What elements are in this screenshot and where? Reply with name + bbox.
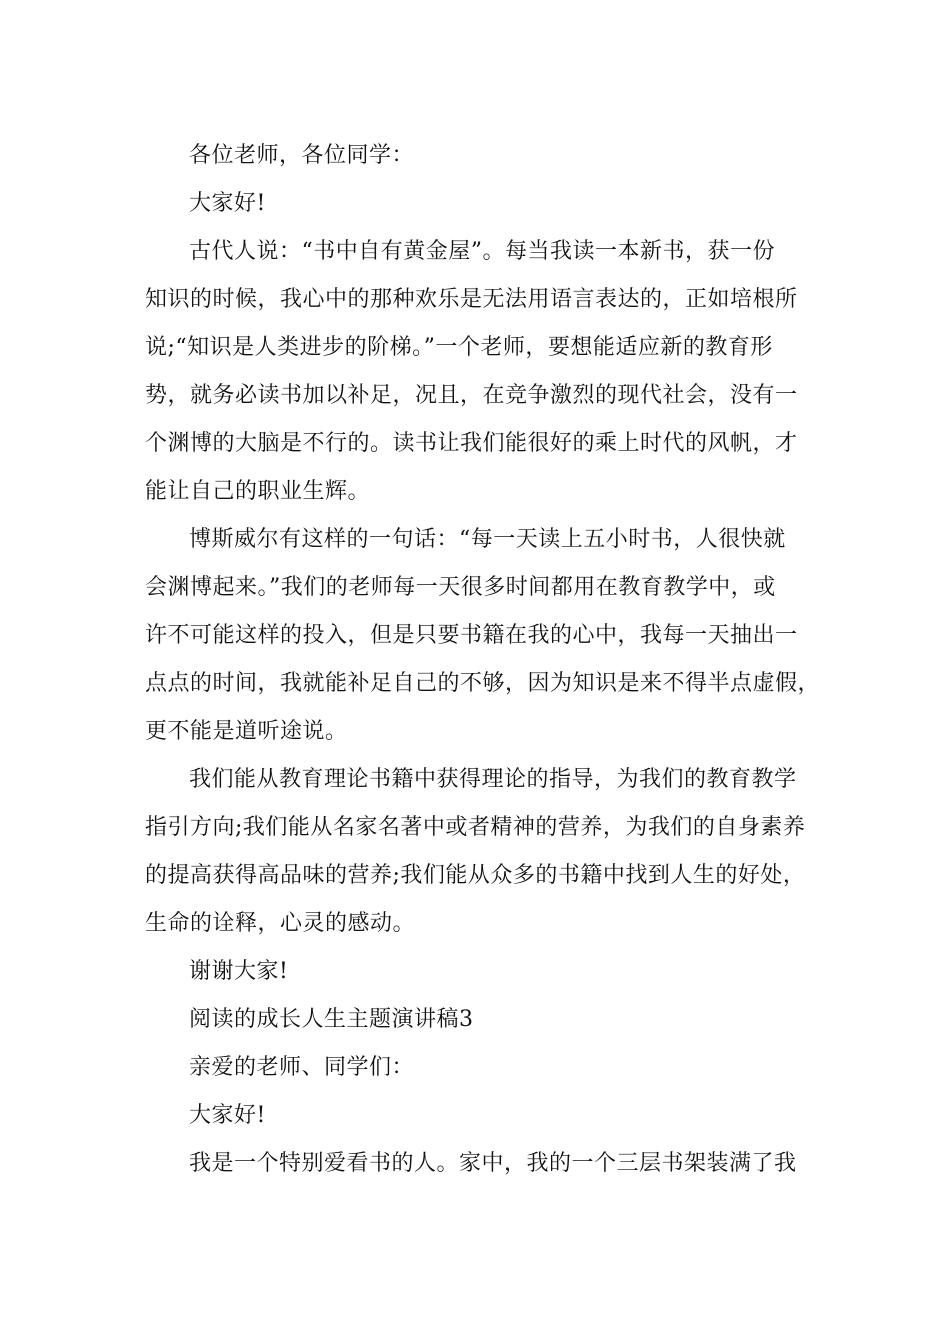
paragraph-line: 会渊博起来。”我们的老师每一天很多时间都用在教育教学中，或: [145, 575, 776, 600]
paragraph-line: 博斯威尔有这样的一句话：“每一天读上五小时书，人很快就: [189, 527, 786, 552]
paragraph-line: 知识的时候，我心中的那种欢乐是无法用语言表达的，正如培根所: [145, 287, 798, 312]
paragraph-line: 能让自己的职业生辉。: [145, 479, 371, 504]
salutation: 亲爱的老师、同学们：: [189, 1055, 415, 1080]
paragraph-line: 的提高获得高品味的营养;我们能从众多的书籍中找到人生的好处，: [145, 863, 806, 888]
salutation: 各位老师，各位同学：: [189, 143, 415, 168]
paragraph-line: 古代人说：“书中自有黄金屋”。每当我读一本新书，获一份: [189, 239, 775, 264]
greeting: 大家好!: [189, 1103, 266, 1128]
paragraph-2: [145, 516, 825, 756]
paragraph-line: 指引方向;我们能从名家名著中或者精神的营养，为我们的自身素养: [145, 815, 806, 840]
paragraph-4: [145, 1140, 825, 1188]
paragraph-line: 许不可能这样的投入，但是只要书籍在我的心中，我每一天抽出一: [145, 623, 798, 648]
paragraph-line: 我是一个特别爱看书的人。家中，我的一个三层书架装满了我: [189, 1151, 797, 1176]
paragraph-line: 更不能是道听途说。: [145, 719, 348, 744]
paragraph-line: 个渊博的大脑是不行的。读书让我们能很好的乘上时代的风帆，才: [145, 431, 798, 456]
paragraph-line: 势，就务必读书加以补足，况且，在竞争激烈的现代社会，没有一: [145, 383, 798, 408]
paragraph-line: 说;“知识是人类进步的阶梯。”一个老师，要想能适应新的教育形: [145, 335, 773, 360]
paragraph-3: [145, 756, 825, 948]
paragraph-1: [145, 228, 825, 516]
paragraph-line: 点点的时间，我就能补足自己的不够，因为知识是来不得半点虚假，: [145, 671, 821, 696]
document-page: [145, 132, 825, 1188]
section-title: 阅读的成长人生主题演讲稿3: [189, 1007, 474, 1032]
paragraph-line: 我们能从教育理论书籍中获得理论的指导，为我们的教育教学: [189, 767, 797, 792]
greeting: 大家好!: [189, 191, 266, 216]
closing-thanks: 谢谢大家!: [189, 959, 289, 984]
paragraph-line: 生命的诠释，心灵的感动。: [145, 911, 416, 936]
